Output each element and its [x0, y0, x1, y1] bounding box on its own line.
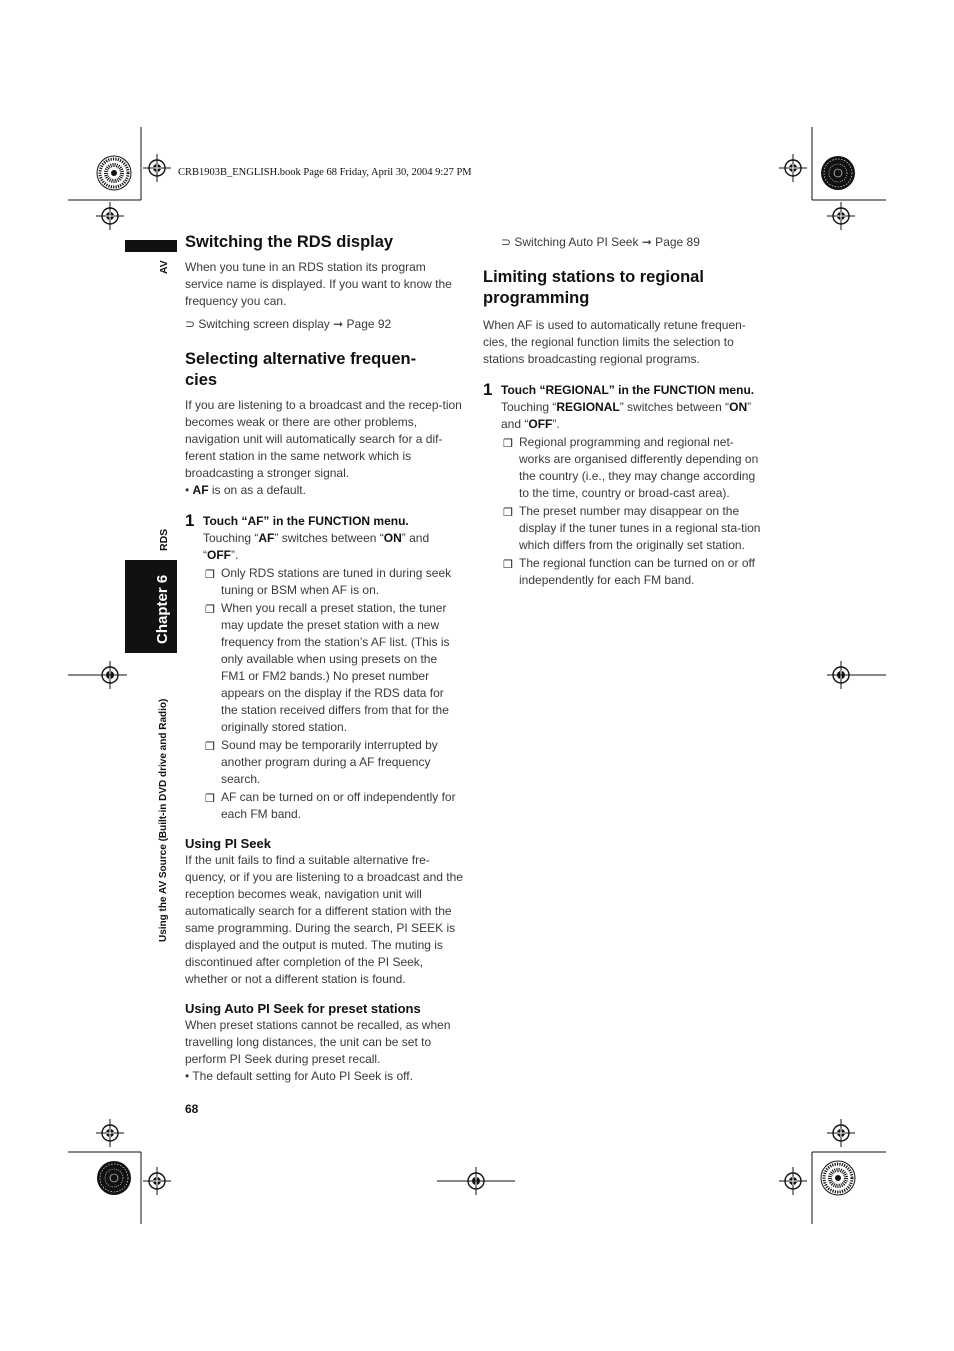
- step-regional: [483, 382, 763, 589]
- paragraph-pi-seek: If the unit fails to find a suitable alternative fre-quency, or if you are listening to a broadcast and the reception becomes weak, navigation unit will automatically search for a different station with the same programming. During the search, PI SEEK is displayed and the output is muted. The muting is discontinued after completion of the PI Seek, whether or not a different station is found.: [185, 853, 463, 986]
- step-title: Touch “AF” in the FUNCTION menu.: [203, 514, 409, 528]
- note-item: ❐ The regional function can be turned on or off independently for each FM band.: [503, 556, 755, 587]
- note-item: ❐ Only RDS stations are tuned in during seek tuning or BSM when AF is on.: [205, 566, 452, 597]
- note-icon: ❐: [205, 793, 215, 805]
- section-bar: [125, 240, 177, 252]
- heading-regional: Limiting stations to regional programming: [483, 268, 704, 307]
- side-section-title: Using the AV Source (Built-in DVD drive and Radio): [158, 698, 169, 942]
- xref-auto-pi-seek: ⊃ Switching Auto PI Seek ➞ Page 89: [501, 235, 700, 249]
- left-column: [185, 232, 463, 1085]
- right-column: [483, 232, 763, 589]
- paragraph-regional: When AF is used to automatically retune frequen-cies, the regional function limits the selection to stations broadcasting regional programs.: [483, 318, 746, 366]
- note-item: ❐ Regional programming and regional net-works are organised differently depending on the country (i.e., they may change according to the time, country or broad-cast area).: [503, 435, 759, 500]
- note-icon: ❐: [503, 507, 513, 519]
- note-item: ❐ The preset number may disappear on the display if the tuner tunes in a regional sta-tion which differs from the originally set station.: [503, 504, 761, 552]
- paragraph-rds-display: When you tune in an RDS station its program service name is displayed. If you want to know the frequency you can.: [185, 260, 452, 308]
- note-icon: ❐: [205, 604, 215, 616]
- page-number: 68: [185, 1102, 199, 1116]
- step-number: 1: [483, 380, 493, 399]
- note-item: ❐ Sound may be temporarily interrupted by another program during a AF frequency search.: [205, 738, 438, 786]
- side-tab-av: AV: [158, 260, 170, 274]
- note-icon: ❐: [503, 559, 513, 571]
- note-item: ❐ When you recall a preset station, the tuner may update the preset station with a new frequency from the station’s AF list. (This is only available when using presets on the FM1 or FM2 bands.) No preset number appears on the display if the RDS data for the station received differs from that for the originally stored station.: [205, 601, 450, 734]
- heading-switching-rds: Switching the RDS display: [185, 233, 394, 251]
- step-body: Touching “REGIONAL” switches between “ON” and “OFF”.: [501, 400, 752, 431]
- xref-text: Switching screen display ➞ Page 92: [198, 317, 392, 331]
- print-header: CRB1903B_ENGLISH.book Page 68 Friday, April 30, 2004 9:27 PM: [178, 167, 472, 178]
- chapter-label: Chapter 6: [154, 574, 171, 644]
- xref-switching-screen: [185, 316, 463, 333]
- step-body: Touching “AF” switches between “ON” and “OFF”.: [203, 531, 430, 562]
- bullet-af-default: • AF is on as a default.: [185, 483, 306, 497]
- paragraph-auto-pi-seek: When preset stations cannot be recalled, as when travelling long distances, the unit can be set to perform PI Seek during preset recall.: [185, 1018, 451, 1066]
- heading-alt-frequencies: Selecting alternative frequen- cies: [185, 350, 417, 389]
- step-af: [185, 513, 463, 823]
- side-tab-rds: RDS: [158, 528, 170, 551]
- bullet-auto-pi-default: • The default setting for Auto PI Seek is off.: [185, 1069, 413, 1083]
- heading-pi-seek: Using PI Seek: [185, 836, 271, 851]
- note-icon: ❐: [205, 741, 215, 753]
- paragraph-alt-frequencies: If you are listening to a broadcast and the recep-tion becomes weak or there are other problems, navigation unit will automatically search for a dif-ferent station in the same network which is broadcasting a stronger signal.: [185, 398, 462, 480]
- step-title: Touch “REGIONAL” in the FUNCTION menu.: [501, 383, 755, 397]
- heading-auto-pi-seek: Using Auto PI Seek for preset stations: [185, 1001, 421, 1016]
- arrow-return-icon: ⊃: [185, 317, 199, 331]
- step-number: 1: [185, 511, 195, 530]
- arrow-return-icon: ⊃: [501, 235, 515, 249]
- note-icon: ❐: [503, 438, 513, 450]
- note-item: ❐ AF can be turned on or off independently for each FM band.: [205, 790, 456, 821]
- note-icon: ❐: [205, 569, 215, 581]
